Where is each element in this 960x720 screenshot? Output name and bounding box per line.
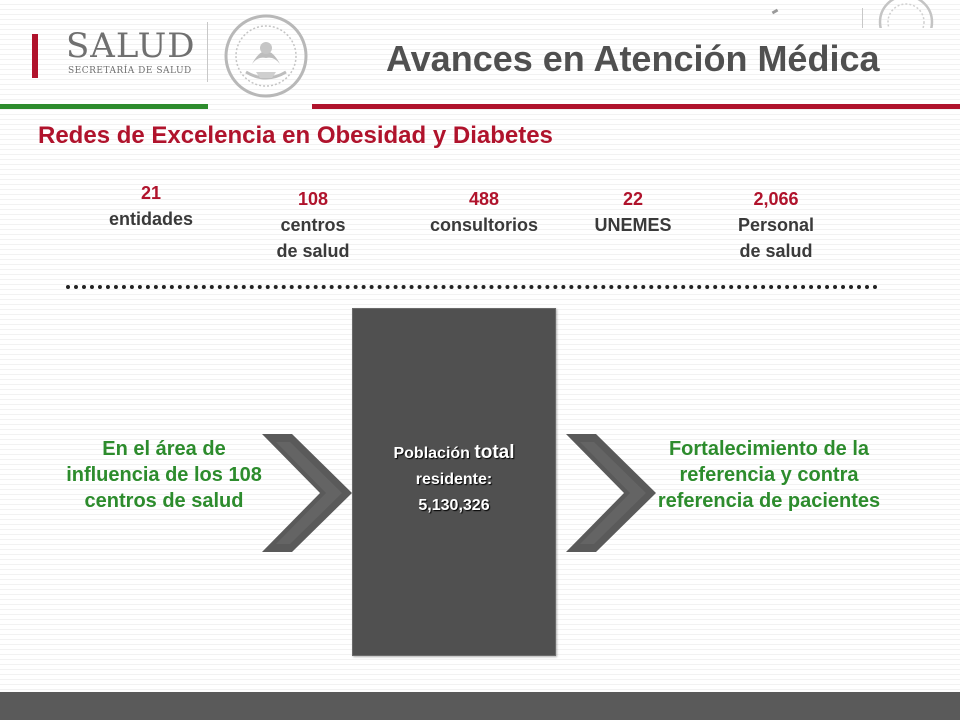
stat-value: 488	[468, 189, 500, 209]
logo-accent-bar	[32, 34, 38, 78]
logo-divider	[207, 22, 208, 82]
page-title: Avances en Atención Médica	[386, 38, 880, 79]
population-label-residente: residente:	[415, 471, 493, 488]
stat-centros-de-salud	[258, 186, 368, 264]
small-seal-icon	[876, 0, 936, 28]
stat-value: 108	[297, 189, 329, 209]
stat-label: consultorios	[429, 215, 538, 235]
section-subtitle: Redes de Excelencia en Obesidad y Diabetes	[38, 122, 553, 149]
stat-personal-de-salud	[716, 186, 836, 264]
header-rule-green	[0, 104, 208, 109]
population-label-line	[352, 440, 556, 467]
header-rule-red	[312, 104, 960, 109]
stat-value: 2,066	[753, 189, 799, 209]
referral-strengthening-text: Fortalecimiento de la referencia y contra referencia de pacientes	[657, 438, 881, 512]
footer-bar	[0, 692, 960, 720]
influence-area-text: En el área de influencia de los 108 centros de salud	[66, 438, 262, 512]
salud-logo: SALUD	[66, 26, 196, 66]
stat-consultorios	[414, 186, 554, 238]
stat-label: UNEMES	[594, 215, 672, 235]
stat-entidades	[96, 180, 206, 232]
stat-label: centros de salud	[276, 215, 350, 261]
dotted-separator	[66, 285, 878, 289]
population-label: Población	[393, 445, 475, 462]
seal-icon	[222, 12, 310, 100]
corner-divider	[862, 8, 863, 28]
stat-label: entidades	[108, 209, 194, 229]
stat-label: Personal de salud	[737, 215, 815, 261]
stat-value: 21	[140, 183, 162, 203]
population-text	[352, 440, 556, 519]
population-value: 5,130,326	[418, 497, 490, 514]
double-chevron-right-icon	[262, 434, 354, 552]
corner-mark	[772, 9, 779, 15]
population-label-emphasis: total	[474, 442, 515, 463]
stat-unemes	[578, 186, 688, 238]
salud-logo-subtitle: SECRETARÍA DE SALUD	[68, 66, 192, 76]
stat-value: 22	[622, 189, 644, 209]
